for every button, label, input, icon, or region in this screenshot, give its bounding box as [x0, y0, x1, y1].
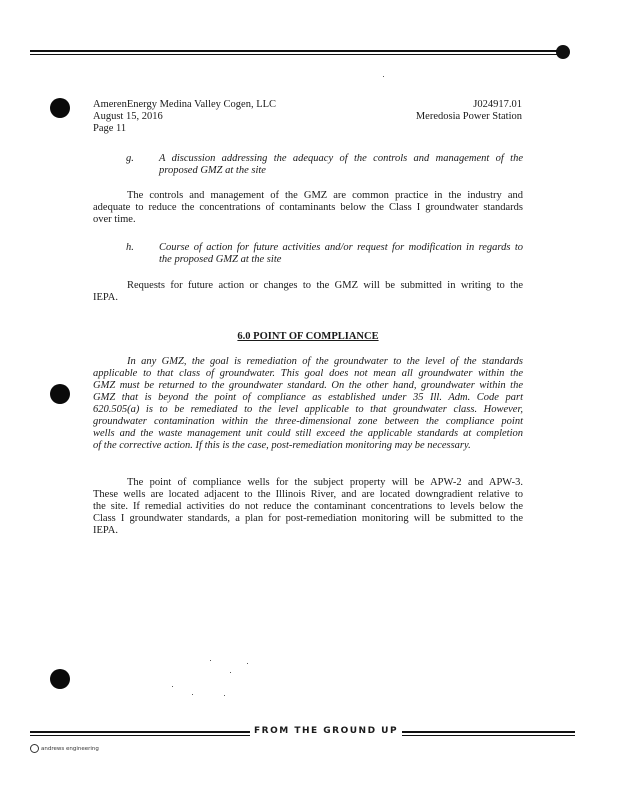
top-rule-thin [30, 54, 560, 55]
page-number: Page 11 [93, 123, 127, 134]
header-left [93, 99, 276, 135]
item-h-title-line-1: Course of action for future activities and/or request for modification in regards to [159, 242, 523, 253]
section-heading: 6.0 POINT OF COMPLIANCE [237, 331, 379, 342]
text-line: GMZ must be returned to the groundwater standard. On the other hand, groundwater within the [93, 380, 523, 391]
station-name: Meredosia Power Station [415, 111, 522, 122]
item-g-letter: g. [126, 153, 134, 164]
footer-logo [30, 744, 99, 753]
item-h-title-line-2: the proposed GMZ at the site [159, 254, 282, 265]
paragraph-requests [93, 280, 523, 304]
text-line: over time. [93, 214, 136, 225]
item-g-title-line-2: proposed GMZ at the site [159, 165, 266, 176]
paragraph-compliance-wells [93, 477, 523, 537]
logo-text: andrews engineering [41, 745, 99, 752]
text-line: 620.505(a) is to be remediated to the level applicable to that groundwater class. However, [93, 404, 523, 415]
text-line: In any GMZ, the goal is remediation of the groundwater to the level of the standards [127, 356, 523, 367]
company-name: AmerenEnergy Medina Valley Cogen, LLC [93, 99, 277, 110]
header-right [416, 99, 522, 123]
scan-speck [224, 695, 225, 696]
text-line: Class I groundwater standards, a plan for post-remediation monitoring will be submitted to the [93, 513, 523, 524]
scan-speck [383, 76, 384, 77]
text-line: groundwater contamination within the three-dimensional zone between the compliance point [93, 416, 523, 427]
scan-speck [210, 660, 211, 661]
scan-speck [192, 694, 193, 695]
paragraph-gmz-goal [93, 356, 523, 452]
scan-speck [230, 672, 231, 673]
text-line: These wells are located adjacent to the Illinois River, and are located downgradient relative to [93, 489, 523, 500]
project-number: J024917.01 [473, 99, 522, 110]
hole-punch-top [50, 98, 70, 118]
text-line: wells and the waste management unit could still exceed the applicable standards at completion [93, 428, 523, 439]
hole-punch-bottom [50, 669, 70, 689]
text-line: GMZ that is beyond the point of compliance as established under 35 Ill. Adm. Code part [93, 392, 523, 403]
footer-tagline: FROM THE GROUND UP [250, 726, 402, 736]
text-line: IEPA. [93, 292, 118, 303]
item-g-title [159, 153, 523, 177]
hole-punch-middle [50, 384, 70, 404]
corner-logo-icon [556, 45, 570, 59]
text-line: The controls and management of the GMZ are common practice in the industry and [127, 190, 523, 201]
text-line: IEPA. [93, 525, 118, 536]
item-g-title-line-1: A discussion addressing the adequacy of the controls and management of the [159, 153, 523, 164]
text-line: The point of compliance wells for the subject property will be APW-2 and APW-3. [127, 477, 523, 488]
item-h-letter: h. [126, 242, 134, 253]
scan-speck [247, 663, 248, 664]
item-h-title [159, 242, 523, 266]
text-line: Requests for future action or changes to the GMZ will be submitted in writing to the [127, 280, 523, 291]
text-line: the site. If remedial activities do not reduce the contaminant concentrations to levels below the [93, 501, 523, 512]
text-line: applicable to that class of groundwater. This goal does not mean all groundwater within the [93, 368, 523, 379]
text-line: of the corrective action. If this is the case, post-remediation monitoring may be necessary. [93, 440, 471, 451]
text-line: adequate to reduce the concentrations of contaminants below the Class I groundwater standards [93, 202, 523, 213]
top-rule [30, 50, 560, 52]
logo-mark-icon [30, 744, 39, 753]
paragraph-controls [93, 190, 523, 226]
report-date: August 15, 2016 [93, 111, 163, 122]
scan-speck [172, 686, 173, 687]
